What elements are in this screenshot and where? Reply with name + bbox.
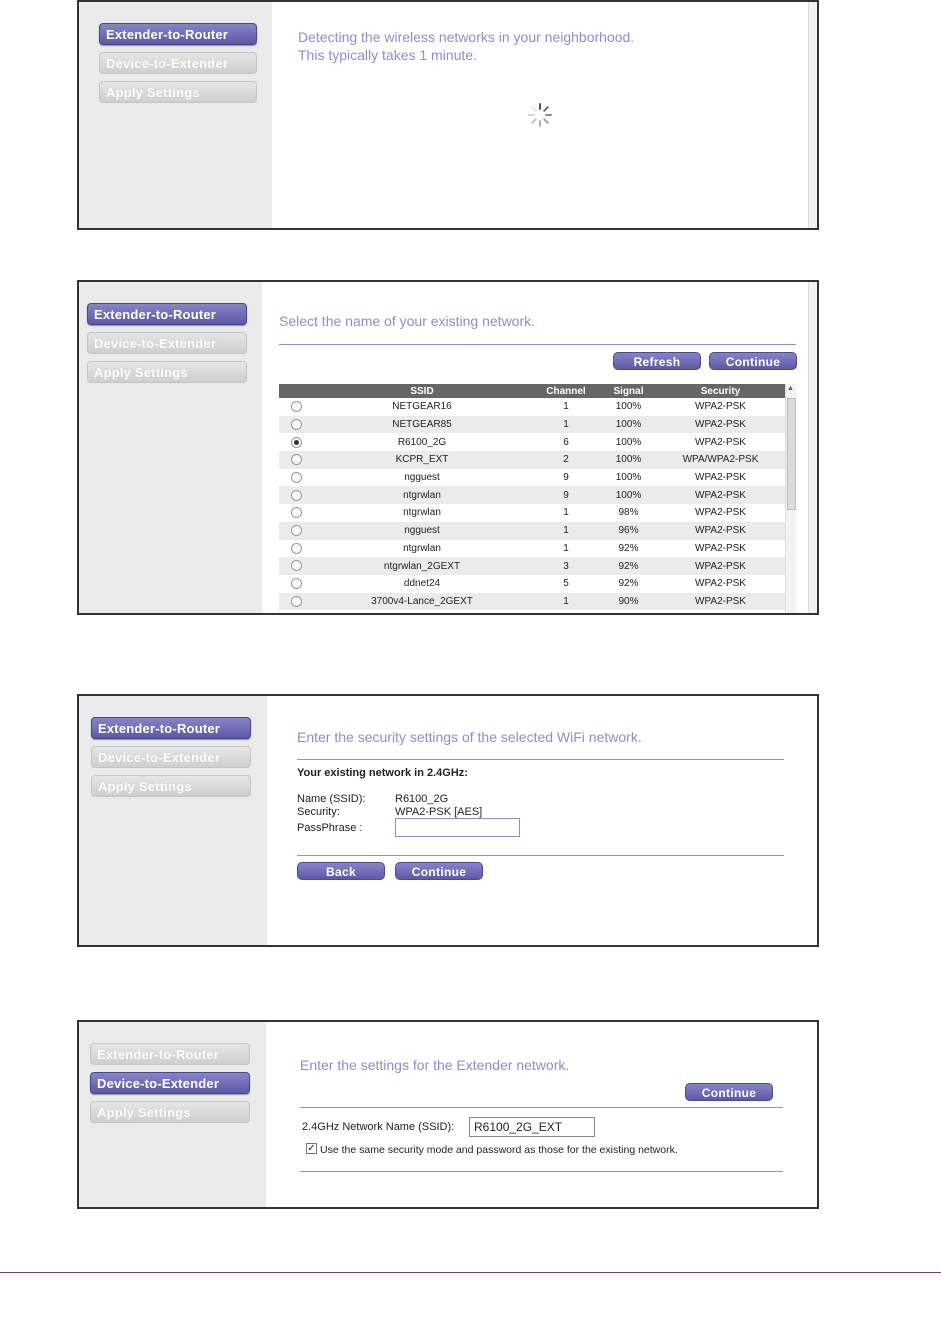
cell-signal: 100% (615, 472, 642, 484)
cell-ssid: ntgrwlan_2GEXT (313, 557, 531, 575)
radio-button[interactable] (291, 401, 302, 412)
table-row[interactable] (279, 416, 785, 434)
network-table-wrap (279, 384, 796, 615)
table-row[interactable] (279, 575, 785, 593)
radio-button[interactable] (291, 507, 302, 518)
sidebar (79, 282, 262, 613)
radio-button[interactable] (291, 490, 302, 501)
cell-channel: 6 (563, 436, 569, 448)
page-title: Enter the settings for the Extender network. (300, 1057, 570, 1073)
security-value: WPA2-PSK [AES] (395, 806, 483, 818)
page-title: Select the name of your existing network. (279, 313, 536, 329)
cell-security: WPA/WPA2-PSK (656, 451, 785, 469)
cell-signal: 100% (601, 451, 656, 469)
cell-channel: 1 (563, 507, 569, 519)
continue-button[interactable]: Continue (685, 1083, 773, 1101)
continue-button[interactable]: Continue (395, 862, 483, 880)
nav-device-to-extender[interactable]: Device-to-Extender (87, 332, 247, 354)
cell-signal: 100% (601, 416, 656, 434)
cell-signal: 100% (615, 436, 642, 448)
page-title: Enter the security settings of the selected WiFi network. (297, 729, 642, 745)
cell-security: WPA2-PSK (695, 578, 746, 590)
security-settings-panel (77, 694, 819, 947)
table-row[interactable] (279, 486, 785, 504)
content (262, 282, 817, 613)
cell-channel: 9 (531, 486, 601, 504)
content (272, 2, 817, 228)
table-row[interactable] (279, 522, 785, 540)
nav-apply-settings[interactable]: Apply Settings (90, 1101, 250, 1123)
nav-apply-settings[interactable]: Apply Settings (91, 775, 251, 797)
sidebar (79, 2, 272, 228)
nav-extender-to-router[interactable]: Extender-to-Router (90, 1043, 250, 1065)
cell-ssid: ntgrwlan (403, 542, 441, 554)
table-row[interactable] (279, 469, 785, 487)
nav-device-to-extender[interactable]: Device-to-Extender (91, 746, 251, 768)
radio-button-selected[interactable] (291, 437, 302, 448)
column-header-security: Security (656, 384, 785, 398)
cell-signal: 90% (601, 593, 656, 611)
back-button[interactable]: Back (297, 862, 385, 880)
nav-extender-to-router[interactable]: Extender-to-Router (87, 303, 247, 325)
extender-settings-panel (77, 1020, 819, 1209)
cell-security: WPA2-PSK (695, 436, 746, 448)
loading-spinner-icon (528, 103, 552, 127)
footer-rule (0, 1272, 941, 1273)
cell-ssid: NETGEAR85 (313, 416, 531, 434)
divider (300, 1107, 783, 1108)
cell-signal: 92% (618, 578, 639, 590)
table-row[interactable] (279, 398, 785, 416)
radio-button[interactable] (291, 454, 302, 465)
table-row[interactable] (279, 451, 785, 469)
column-header-signal: Signal (601, 384, 656, 398)
radio-button[interactable] (291, 472, 302, 483)
nav-extender-to-router[interactable]: Extender-to-Router (99, 23, 257, 45)
nav-extender-to-router[interactable]: Extender-to-Router (91, 717, 251, 739)
sidebar (79, 1022, 266, 1207)
same-security-label: Use the same security mode and password as those for the existing network. (320, 1144, 678, 1156)
column-header-ssid: SSID (313, 384, 531, 398)
detecting-message-line1: Detecting the wireless networks in your neighborhood. (298, 29, 635, 45)
divider (297, 855, 784, 856)
cell-ssid: KCPR_EXT (313, 451, 531, 469)
continue-button[interactable]: Continue (709, 352, 797, 370)
detecting-panel (77, 0, 819, 230)
cell-ssid: 3700v4-Lance_2GEXT (313, 593, 531, 611)
radio-button[interactable] (291, 543, 302, 554)
table-row[interactable] (279, 504, 785, 522)
cell-ssid: ngguest (313, 522, 531, 540)
select-network-panel (77, 280, 819, 615)
ssid-label: 2.4GHz Network Name (SSID): (302, 1121, 455, 1133)
cell-security: WPA2-PSK (656, 416, 785, 434)
cell-channel: 2 (531, 451, 601, 469)
scrollbar[interactable] (808, 282, 817, 613)
cell-security: WPA2-PSK (656, 557, 785, 575)
radio-button[interactable] (291, 596, 302, 607)
cell-ssid: ntgrwlan (403, 507, 441, 519)
table-scrollbar[interactable] (785, 384, 796, 615)
divider (297, 759, 784, 760)
security-label: Security: (297, 806, 340, 818)
cell-ssid: NETGEAR16 (392, 401, 452, 413)
nav-apply-settings[interactable]: Apply Settings (99, 81, 257, 103)
cell-channel: 1 (563, 401, 569, 413)
cell-ssid: ngguest (404, 472, 440, 484)
cell-channel: 9 (563, 472, 569, 484)
scroll-up-icon[interactable]: ▲ (787, 385, 794, 392)
divider (279, 344, 796, 345)
ssid-input[interactable]: R6100_2G_EXT (469, 1117, 595, 1137)
cell-security: WPA2-PSK (695, 401, 746, 413)
same-security-checkbox[interactable]: ✓ (307, 1143, 316, 1154)
table-row[interactable] (279, 557, 785, 575)
content (267, 696, 817, 945)
cell-channel: 1 (531, 522, 601, 540)
name-value: R6100_2G (395, 793, 449, 805)
cell-security: WPA2-PSK (695, 507, 746, 519)
cell-channel: 3 (531, 557, 601, 575)
column-header-channel: Channel (531, 384, 601, 398)
divider (300, 1171, 783, 1172)
table-row[interactable] (279, 433, 785, 451)
network-table (279, 384, 785, 610)
passphrase-label: PassPhrase : (297, 822, 363, 834)
table-row[interactable] (279, 540, 785, 558)
cell-channel: 5 (563, 578, 569, 590)
cell-security: WPA2-PSK (656, 486, 785, 504)
cell-channel: 1 (531, 593, 601, 611)
cell-channel: 1 (531, 416, 601, 434)
cell-signal: 98% (618, 507, 639, 519)
cell-security: WPA2-PSK (656, 593, 785, 611)
cell-signal: 92% (618, 542, 639, 554)
nav-device-to-extender[interactable]: Device-to-Extender (99, 52, 257, 74)
nav-apply-settings[interactable]: Apply Settings (87, 361, 247, 383)
existing-network-label: Your existing network in 2.4GHz: (297, 767, 468, 779)
cell-security: WPA2-PSK (695, 542, 746, 554)
cell-signal: 96% (601, 522, 656, 540)
radio-button[interactable] (291, 560, 302, 571)
detecting-message-line2: This typically takes 1 minute. (298, 47, 477, 63)
radio-button[interactable] (291, 525, 302, 536)
sidebar (79, 696, 267, 945)
content (266, 1022, 817, 1207)
refresh-button[interactable]: Refresh (613, 352, 701, 370)
cell-channel: 1 (563, 542, 569, 554)
cell-security: WPA2-PSK (656, 522, 785, 540)
cell-signal: 92% (601, 557, 656, 575)
cell-ssid: R6100_2G (397, 436, 447, 448)
table-row[interactable] (279, 593, 785, 611)
passphrase-input[interactable] (395, 818, 520, 837)
name-label: Name (SSID): (297, 793, 366, 805)
scroll-thumb[interactable] (787, 398, 796, 510)
cell-signal: 100% (601, 486, 656, 504)
cell-ssid: ntgrwlan (313, 486, 531, 504)
nav-device-to-extender[interactable]: Device-to-Extender (90, 1072, 250, 1094)
radio-button[interactable] (291, 578, 302, 589)
radio-button[interactable] (291, 419, 302, 430)
scrollbar[interactable] (808, 2, 817, 228)
cell-security: WPA2-PSK (695, 472, 746, 484)
cell-ssid: ddnet24 (403, 578, 441, 590)
cell-signal: 100% (615, 401, 642, 413)
table-header (279, 384, 785, 398)
